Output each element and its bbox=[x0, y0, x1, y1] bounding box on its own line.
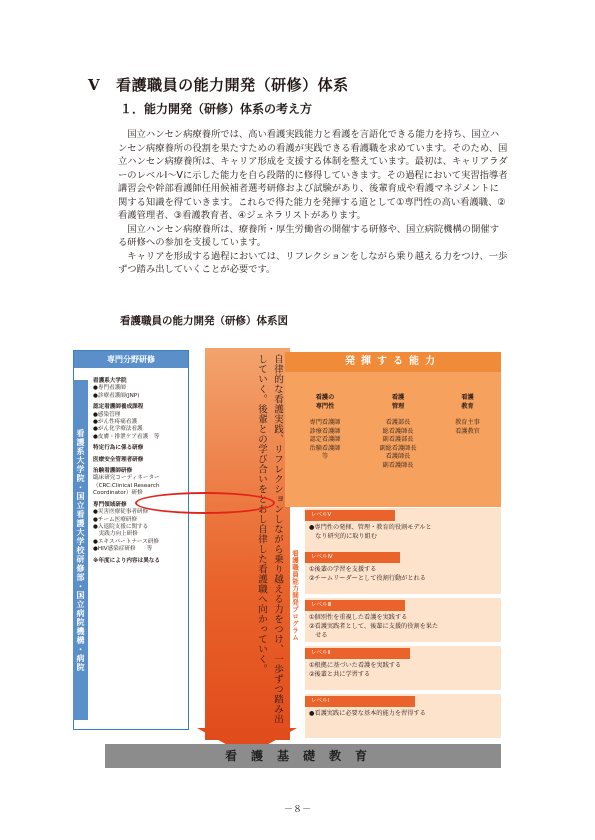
ability-col-management bbox=[363, 394, 433, 470]
ability-role: 副看護師長 bbox=[382, 461, 414, 469]
ability-header: 発揮する能力 bbox=[285, 352, 501, 372]
level-line: ●専門性の発揮、管理・教育的役割モデルと bbox=[309, 524, 432, 531]
ability-role: 副総看護師長 bbox=[379, 444, 417, 452]
ability-role: 診療看護師 bbox=[309, 427, 341, 435]
level-description bbox=[309, 709, 499, 718]
cycle-ring bbox=[135, 492, 275, 514]
specialty-item: ●災害医療従事者研修 bbox=[93, 509, 149, 516]
level-tag: レベルⅢ bbox=[305, 600, 405, 611]
level-description bbox=[309, 523, 499, 541]
ability-role: 等 bbox=[321, 453, 329, 460]
level-description bbox=[309, 613, 499, 640]
ability-col-education bbox=[440, 394, 495, 436]
ability-role: 看護教官 bbox=[455, 427, 480, 435]
ability-role: 総看護師長 bbox=[382, 427, 414, 435]
basic-education-bar: 看護基礎教育 bbox=[105, 744, 501, 768]
specialty-group-title: 特定行為に係る研修 bbox=[93, 445, 144, 452]
program-label: 看護職員能力開発プログラム bbox=[291, 550, 299, 641]
ability-role: 認定看護師 bbox=[309, 436, 341, 443]
specialty-item: ●HIV感染症研修 等 bbox=[93, 546, 153, 553]
section-heading bbox=[88, 74, 349, 95]
specialty-group bbox=[93, 558, 179, 565]
level-line: ②看護実践者として、後輩に支援的役割を果た bbox=[309, 623, 439, 630]
ability-role: 副看護部長 bbox=[382, 436, 414, 443]
level-tag: レベルⅤ bbox=[305, 510, 395, 521]
specialty-group bbox=[93, 445, 179, 452]
ability-box bbox=[285, 352, 501, 507]
ability-role: 専門看護師 bbox=[309, 419, 341, 426]
specialty-item: ●チーム医療研修 bbox=[93, 516, 138, 523]
level-line: ①個別性を重視した看護を実践する bbox=[309, 614, 408, 621]
level-description bbox=[309, 661, 499, 679]
ability-role: 看護師長 bbox=[385, 453, 411, 460]
section-title: 看護職員の能力開発（研修）体系 bbox=[116, 76, 349, 94]
growth-text: 自律的な看護実践、リフレクションしながら乗り越える力をつけ、一歩ずつ踏み出していく。後輩との学び合いをとおし自律した看護職へ向かっていく。 bbox=[256, 354, 283, 724]
ability-role: 看護部長 bbox=[385, 419, 411, 426]
specialty-group-title: 治験看護師研修 bbox=[93, 468, 133, 475]
level-line: ②後輩と共に学習する bbox=[309, 671, 371, 678]
page-number: －８－ bbox=[283, 805, 311, 815]
figure-title: 看護職員の能力開発（研修）体系図 bbox=[120, 315, 288, 327]
level-line: ①根拠に基づいた看護を実践する bbox=[309, 662, 402, 669]
ability-col-title: 看護 管理 bbox=[391, 394, 405, 410]
specialty-item: ●皮膚・排泄ケア看護 等 bbox=[93, 433, 160, 440]
specialty-group-title: 認定看護師養成課程 bbox=[93, 404, 144, 411]
subsection-title: １．能力開発（研修）体系の考え方 bbox=[120, 102, 313, 116]
paragraph-1: 国立ハンセン病療養所では、高い看護実践能力と看護を言語化できる能力を持ち、国立ハンセン病療養所の役割を果たすための看護が実践できる看護職を求めています。そのため、国立ハンセン病療養所は、キャリア形成を支援する体制を整えています。最初は、キャリアラダーのレベルⅠ～Ⅴに示した能力を自ら段階的に修得していきます。その過程において実習指導者講習会や幹部看護師任用候補者選考研修および試験があり、後輩育成や看護マネジメントに関する知識を得ていきます。これらで得た能力を発揮する道として①専門性の高い看護職、②看護管理者、③看護教育者、④ジェネラリストがあります。 bbox=[118, 129, 508, 221]
paragraph-2: 国立ハンセン病療養所は、療養所・厚生労働省の開催する研修や、国立病院機構の開催する研修への参加を支援しています。 bbox=[118, 223, 499, 248]
ability-role: 教育主事 bbox=[455, 419, 480, 426]
level-line: なり研究的に取り組む bbox=[309, 533, 378, 540]
level-line: ①後輩の学習を支援する bbox=[309, 566, 377, 573]
specialty-group-title: 医療安全管理者研修 bbox=[93, 456, 144, 463]
level-line: ②チームリーダーとして役割行動がとれる bbox=[309, 575, 426, 582]
specialty-item: ●入退院支援に関する bbox=[93, 523, 149, 530]
specialty-header: 専門分野研修 bbox=[74, 351, 188, 368]
specialty-item: 臨床研究コーディネーター bbox=[93, 475, 160, 482]
training-system-diagram bbox=[65, 340, 502, 775]
specialty-item: 実践力向上研修 bbox=[93, 531, 138, 538]
specialty-list bbox=[93, 378, 179, 569]
specialty-group bbox=[93, 404, 179, 441]
specialty-item: ●がん性疼痛看護 bbox=[93, 419, 138, 426]
level-line: ●看護実践に必要な基本的能力を習得する bbox=[309, 710, 426, 717]
specialty-group-title: 看護系大学院 bbox=[93, 378, 127, 384]
level-description bbox=[309, 565, 499, 583]
level-tag: レベルⅠ bbox=[305, 696, 415, 707]
level-tag: レベルⅡ bbox=[305, 648, 410, 659]
specialty-group-title: 専門領域研修 bbox=[93, 501, 127, 508]
ability-col-title: 看護の 専門性 bbox=[315, 394, 335, 410]
institution-label: 看護系大学院・国立看護大学校研修部・国立病院機構・病院 bbox=[73, 380, 88, 720]
ability-col-specialty bbox=[295, 394, 355, 462]
level-line: せる bbox=[309, 632, 328, 639]
ability-role: 治験看護師 bbox=[309, 444, 341, 452]
specialty-item: ●エキスパートナース研修 bbox=[93, 538, 160, 545]
specialty-item: Coordinator）研修 bbox=[93, 490, 143, 497]
specialty-group-title: ※年度により内容は異なる bbox=[93, 557, 160, 564]
specialty-item: ●がん化学療法看護 bbox=[93, 426, 143, 433]
specialty-item: ●感染管理 bbox=[93, 411, 121, 418]
specialty-group bbox=[93, 457, 179, 464]
section-roman-numeral: Ⅴ bbox=[88, 76, 101, 94]
level-tag: レベルⅣ bbox=[305, 552, 400, 563]
ability-col-title: 看護 教育 bbox=[461, 394, 474, 410]
body-text bbox=[118, 128, 508, 277]
specialty-item: ●専門看護師 bbox=[93, 385, 126, 392]
paragraph-3: キャリアを形成する過程においては、リフレクションをしながら乗り越える力をつけ、一歩ずつ踏み出していくことが必要です。 bbox=[118, 250, 508, 275]
specialty-group bbox=[93, 378, 179, 400]
specialty-item: （CRC:Clinical Research bbox=[93, 482, 160, 489]
specialty-item: ●診療看護師(JNP) bbox=[93, 392, 140, 399]
